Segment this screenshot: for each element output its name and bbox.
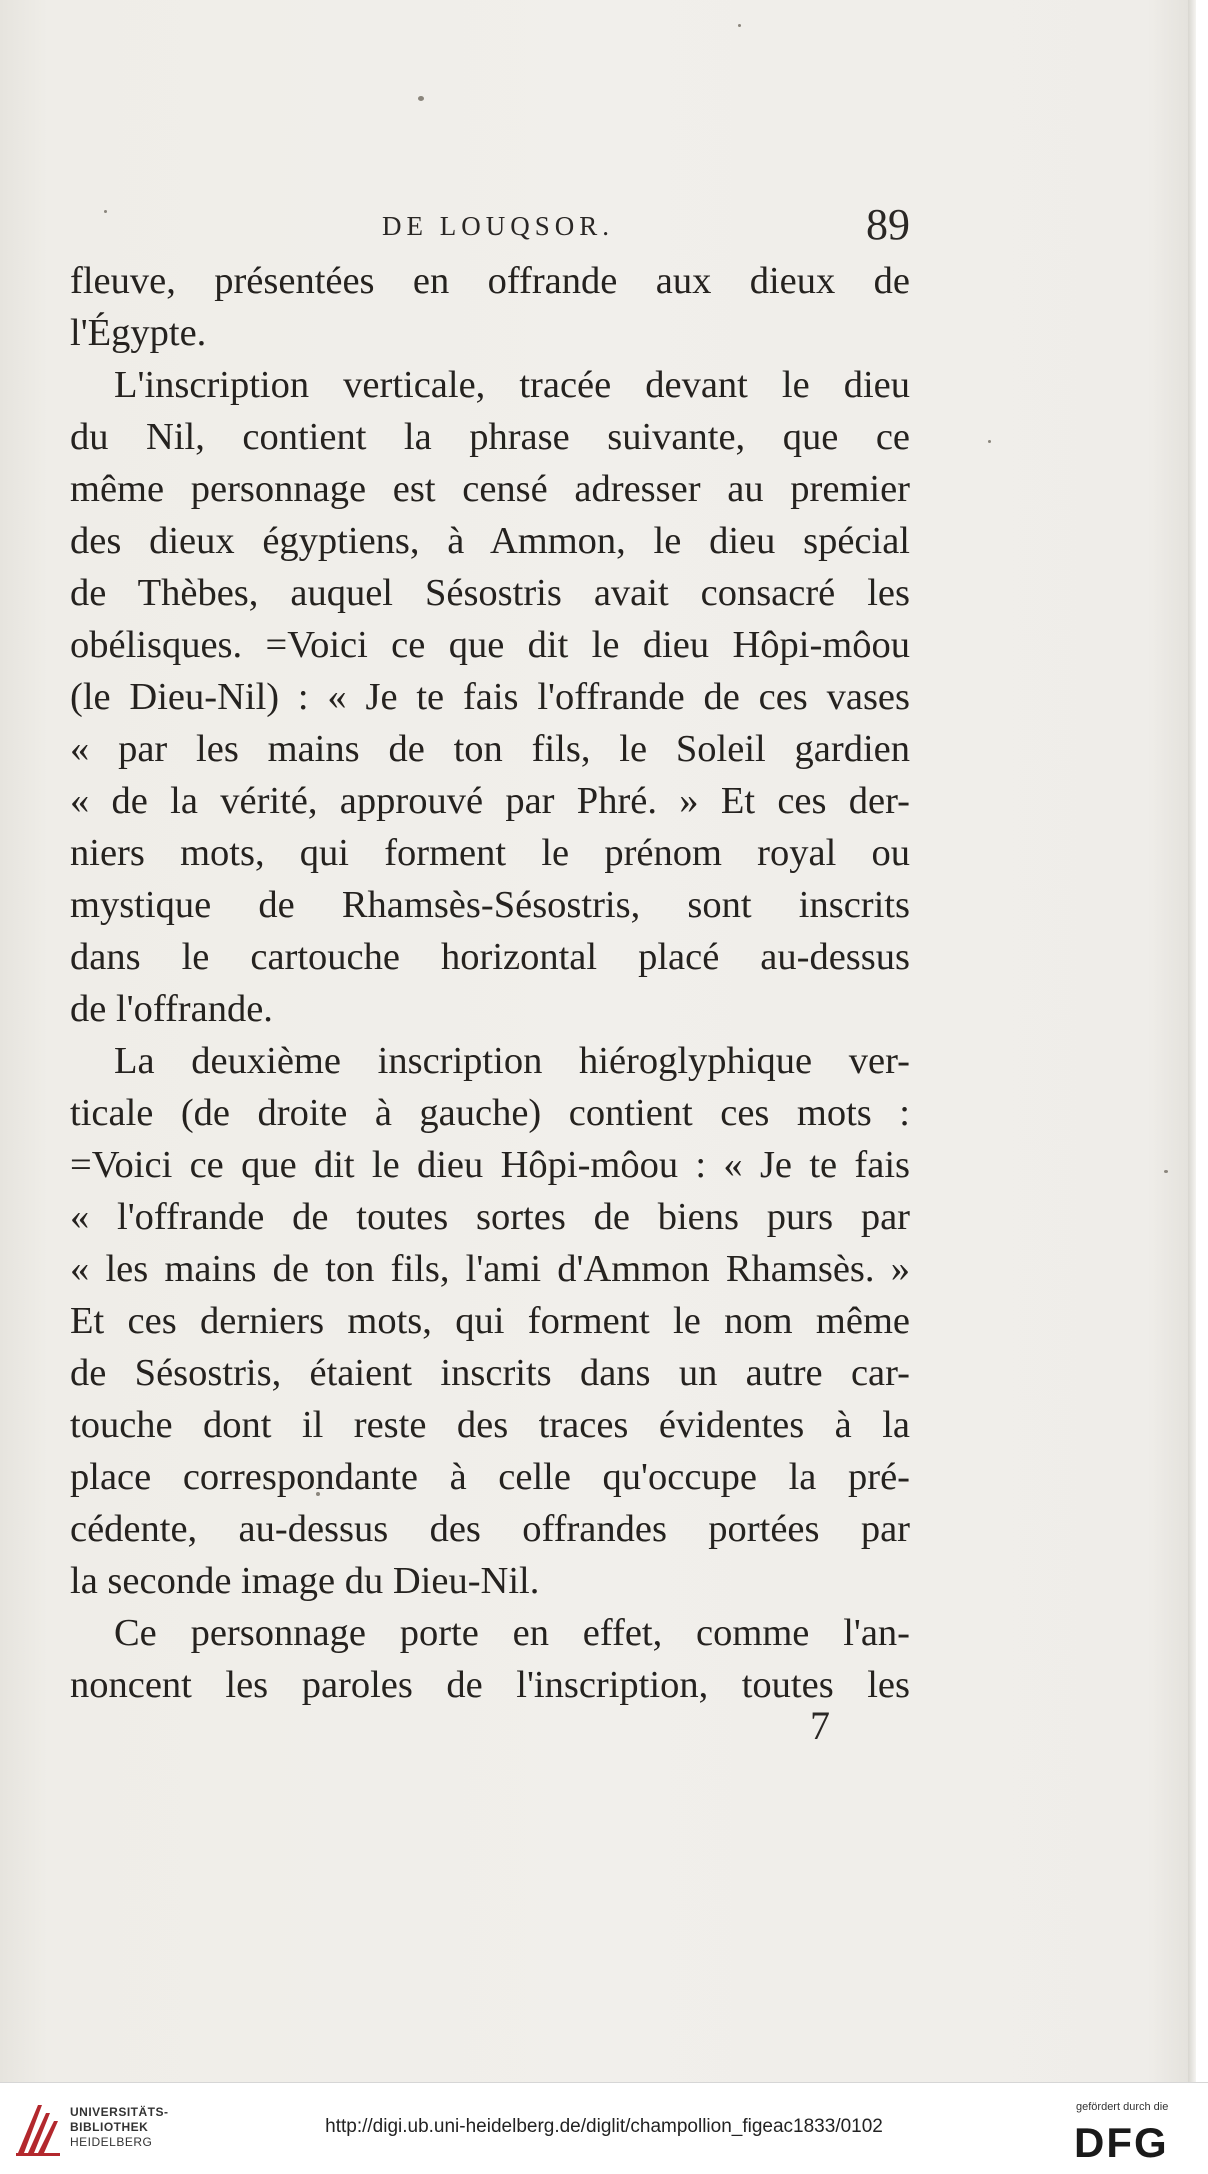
dfg-logo-icon <box>1074 2119 1192 2163</box>
text-line: « l'offrande de toutes sortes de biens purs par <box>70 1196 910 1238</box>
text-line: de Thèbes, auquel Sésostris avait consacré les <box>70 572 910 614</box>
paper-speck <box>738 24 741 27</box>
paper-speck <box>1164 1170 1168 1173</box>
paper-speck <box>988 440 991 443</box>
text-line: de l'offrande. <box>70 988 273 1030</box>
text-line: la seconde image du Dieu-Nil. <box>70 1560 540 1602</box>
text-line: La deuxième inscription hiéroglyphique ver- <box>114 1040 910 1082</box>
text-line: du Nil, contient la phrase suivante, que ce <box>70 416 910 458</box>
text-line: Ce personnage porte en effet, comme l'an- <box>114 1612 910 1654</box>
text-line: fleuve, présentées en offrande aux dieux de <box>70 260 910 302</box>
library-name-line: HEIDELBERG <box>70 2135 153 2149</box>
text-line: l'Égypte. <box>70 312 207 354</box>
text-line: ticale (de droite à gauche) contient ces mots : <box>70 1092 910 1134</box>
text-line: mystique de Rhamsès-Sésostris, sont inscrits <box>70 884 910 926</box>
permalink-url[interactable]: http://digi.ub.uni-heidelberg.de/diglit/champollion_figeac1833/0102 <box>325 2116 883 2137</box>
text-line: cédente, au-dessus des offrandes portées par <box>70 1508 910 1550</box>
viewer-footer <box>0 2082 1208 2174</box>
text-line: obélisques. =Voici ce que dit le dieu Hôpi-môou <box>70 624 910 666</box>
text-line: dans le cartouche horizontal placé au-dessus <box>70 936 910 978</box>
page-header <box>70 200 910 255</box>
library-name-line: BIBLIOTHEK <box>70 2120 149 2134</box>
signature-mark: 7 <box>810 1703 830 1748</box>
text-line: Et ces derniers mots, qui forment le nom même <box>70 1300 910 1342</box>
text-line: des dieux égyptiens, à Ammon, le dieu spécial <box>70 520 910 562</box>
text-line: « par les mains de ton fils, le Soleil gardien <box>70 728 910 770</box>
text-line: « les mains de ton fils, l'ami d'Ammon Rhamsès. » <box>70 1248 910 1290</box>
text-line: touche dont il reste des traces évidentes à la <box>70 1404 910 1446</box>
text-line: =Voici ce que dit le dieu Hôpi-môou : « Je te fais <box>70 1144 910 1186</box>
dfg-logo-text: DFG <box>1074 2119 1169 2163</box>
text-line: (le Dieu-Nil) : « Je te fais l'offrande de ces vases <box>70 676 910 718</box>
funding-caption: gefördert durch die <box>1076 2101 1169 2113</box>
text-line: « de la vérité, approuvé par Phré. » Et ces der- <box>70 780 910 822</box>
running-title: DE LOUQSOR. <box>382 211 615 241</box>
page-edge <box>1188 0 1196 2082</box>
text-line: place correspondante à celle qu'occupe la pré- <box>70 1456 910 1498</box>
page-number: 89 <box>866 200 910 249</box>
text-line: noncent les paroles de l'inscription, toutes les <box>70 1664 910 1706</box>
text-line: de Sésostris, étaient inscrits dans un autre car- <box>70 1352 910 1394</box>
paper-speck <box>418 96 424 101</box>
text-line: L'inscription verticale, tracée devant le dieu <box>114 364 910 406</box>
library-name-line: UNIVERSITÄTS- <box>70 2105 169 2119</box>
text-line: même personnage est censé adresser au premier <box>70 468 910 510</box>
body-text <box>70 255 910 1711</box>
text-line: niers mots, qui forment le prénom royal ou <box>70 832 910 874</box>
